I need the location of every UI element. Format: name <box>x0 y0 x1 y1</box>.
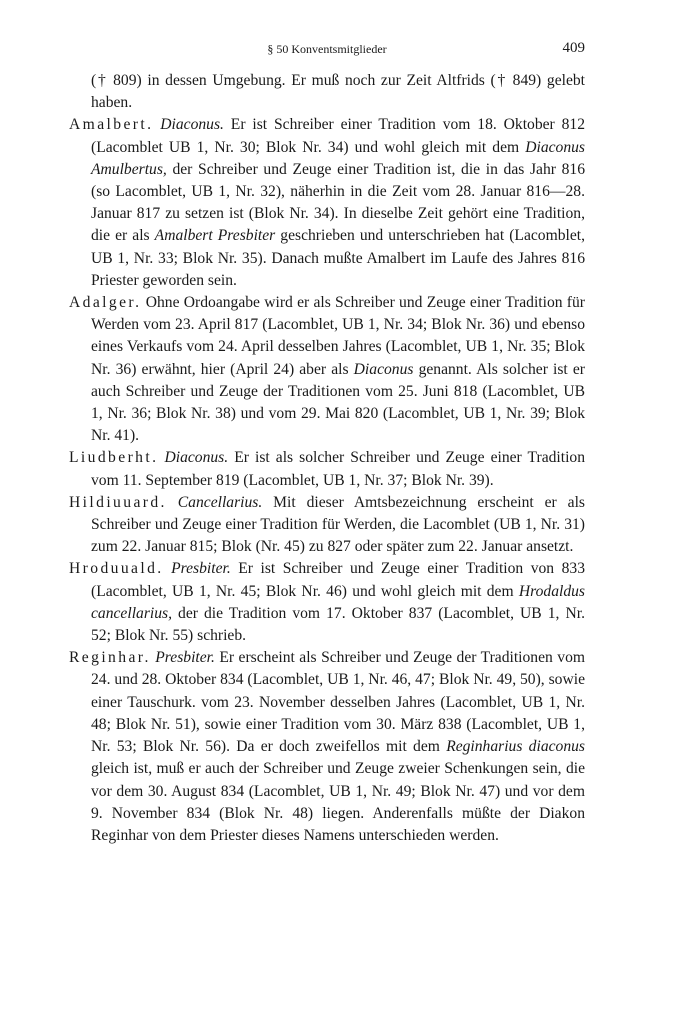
entry-text: Mit dieser Amtsbezeichnung erscheint er als Schreiber und Zeuge einer Tradition für Werden, die Lacomblet (UB 1, Nr. 31) zum 22. Januar 815; Blok (Nr. 45) zu 827 oder später zum 22. Januar ansetzt. <box>91 493 585 556</box>
entry-text-italic: Cancellarius. <box>177 493 263 511</box>
page-header <box>69 38 585 62</box>
page-number: 409 <box>562 40 585 56</box>
entry-text-italic: Presbiter. <box>171 560 231 578</box>
entry-text-italic: Diaconus. <box>164 449 229 467</box>
entry-hroduuald <box>69 558 585 647</box>
entry-reginhar <box>69 647 585 847</box>
continuation-paragraph: († 809) in dessen Umgebung. Er muß noch zur Zeit Altfrids († 849) gelebt haben. <box>91 72 585 112</box>
entry-text-italic: Reginharius diaconus <box>446 738 585 756</box>
entry-name: Reginhar. <box>69 649 151 667</box>
entry-name: Adalger. <box>69 294 142 312</box>
entry-text-italic: Diaconus Amulbertus, <box>91 138 585 178</box>
entry-hildiuuard <box>69 492 585 559</box>
entry-text: Er ist Schreiber einer Tradition vom 18. Oktober 812 (Lacomblet UB 1, Nr. 30; Blok Nr. 34) und wohl gleich mit dem <box>91 116 585 156</box>
entry-text-italic: Presbiter. <box>155 649 215 667</box>
running-title: § 50 Konventsmitglieder <box>267 42 387 56</box>
page-body <box>69 70 585 847</box>
entry-text-italic: Hrodaldus cancellarius, <box>91 582 585 622</box>
entry-adalger <box>69 292 585 447</box>
entry-text <box>167 494 178 511</box>
entry-text: Er erscheint als Schreiber und Zeuge der Traditionen vom 24. und 28. Oktober 834 (Lacomblet, UB 1, Nr. 46, 47; Blok Nr. 49, 50), sowie einer Tauschurk. vom 23. November desselben Jahres (Lacomblet, UB 1, Nr. 48; Blok Nr. 51), sowie einer Tradition vom 30. März 838 (Lacomblet, UB 1, Nr. 53; Blok Nr. 56). Da er doch zweifellos mit dem <box>91 649 586 756</box>
entry-name: Hroduuald. <box>69 560 164 578</box>
entry-liudberht <box>69 447 585 491</box>
entry-text-italic: Amalbert Presbiter <box>154 227 276 245</box>
entry-text: der die Tradition vom 17. Oktober 837 (Lacomblet, UB 1, Nr. 52; Blok Nr. 55) schrieb. <box>91 604 585 645</box>
entry-name: Liudberht. <box>69 449 159 467</box>
document-page <box>69 38 585 847</box>
entry-text <box>164 560 172 577</box>
entry-amalbert <box>69 114 585 292</box>
entry-text-italic: Diaconus. <box>160 116 224 134</box>
entry-text: geschrieben und unterschrieben hat (Lacomblet, UB 1, Nr. 33; Blok Nr. 35). Danach mußte Amalbert im Laufe des Jahres 816 Priester geworden sein. <box>91 227 585 289</box>
entry-text-italic: Diaconus <box>353 360 414 378</box>
entry-name: Amalbert. <box>69 116 154 134</box>
entry-text: genannt. Als solcher ist er auch Schreiber und Zeuge der Traditionen vom 25. Juni 818 (Lacomblet, UB 1, Nr. 36; Blok Nr. 38) und vom 29. Mai 820 (Lacomblet, UB 1, Nr. 39; Blok Nr. 41). <box>91 360 585 445</box>
entry-text: Ohne Ordoangabe wird er als Schreiber und Zeuge einer Tradition für Werden vom 23. April 817 (Lacomblet, UB 1, Nr. 34; Blok Nr. 36) und ebenso eines Verkaufs vom 24. April desselben Jahres (Lacomblet, UB 1, Nr. 35; Blok Nr. 36) erwähnt, hier (April 24) aber als <box>91 294 585 378</box>
entry-text: Er ist als solcher Schreiber und Zeuge einer Tradition vom 11. September 819 (Lacomblet, UB 1, Nr. 37; Blok Nr. 39). <box>91 449 585 489</box>
entry-text: der Schreiber und Zeuge einer Tradition ist, die in das Jahr 816 (so Lacomblet, UB 1, Nr. 32), näherhin in die Zeit vom 28. Januar 816—28. Januar 817 zu setzen ist (Blok Nr. 34). In dieselbe Zeit gehört eine Tradition, die er als <box>91 160 585 245</box>
entry-text: gleich ist, muß er auch der Schreiber und Zeuge zweier Schenkungen sein, die vor dem 30. August 834 (Lacomblet, UB 1, Nr. 49; Blok Nr. 47) und vor dem 9. November 834 (Blok Nr. 48) liegen. Anderenfalls müßte der Diakon Reginhar von dem Priester dieses Namens unterschieden werden. <box>91 760 585 844</box>
entry-text: Er ist Schreiber und Zeuge einer Tradition von 833 (Lacomblet, UB 1, Nr. 45; Blok Nr. 46) und wohl gleich mit dem <box>91 560 586 600</box>
entry-name: Hildiuuard. <box>69 493 167 511</box>
